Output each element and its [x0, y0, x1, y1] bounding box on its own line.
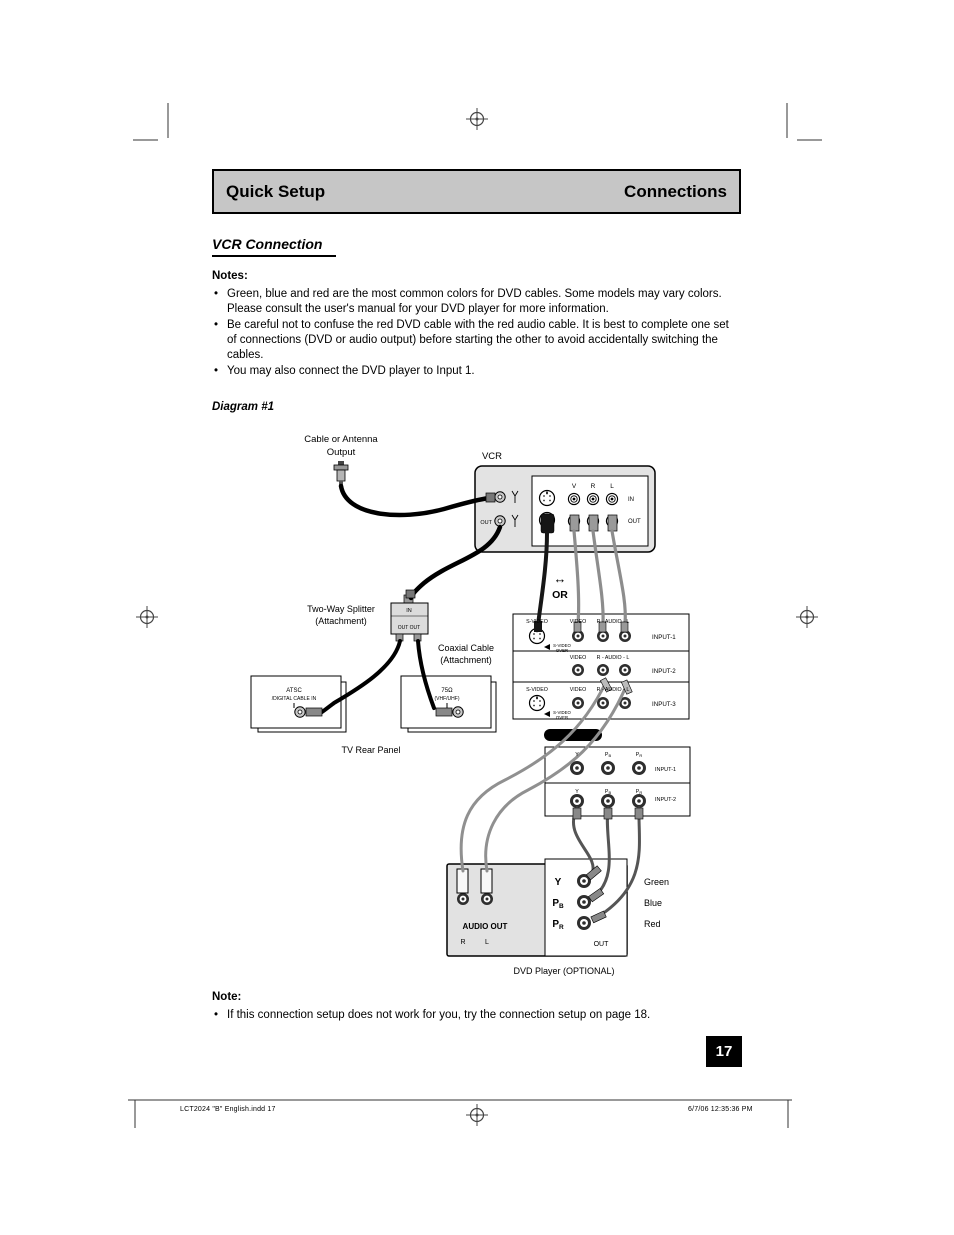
- coax-label: (Attachment): [440, 655, 492, 665]
- rca-plug: [635, 808, 643, 819]
- legend-green: Green: [644, 877, 670, 887]
- dvd-y-label: Y: [554, 877, 562, 888]
- coax-plug: [486, 493, 495, 502]
- rca-plug: [604, 808, 612, 819]
- comp-pr-label: $P_R$: [635, 752, 643, 759]
- coax-label: Coaxial Cable: [437, 643, 495, 653]
- comp-pr-label: $P_R$: [635, 789, 643, 796]
- note-list: [212, 1008, 740, 1024]
- rf-label: (VHF/UHF): [434, 696, 460, 702]
- video-label: VIDEO: [569, 619, 587, 625]
- legend-red: Red: [644, 919, 661, 929]
- vcr-antenna-in-jack: [495, 492, 505, 502]
- svideo-over-label: OVER: [555, 715, 569, 720]
- or-arrow-icon: ↔: [553, 571, 567, 586]
- comp-pb-label: $P_B$: [604, 789, 612, 796]
- vcr-label: VCR: [481, 451, 503, 462]
- vcr-panel: [475, 466, 655, 552]
- footer-timestamp: 6/7/06 12:35:36 PM: [688, 1106, 753, 1113]
- page-number-badge: 17: [706, 1036, 742, 1067]
- dvd-audio-out-label: AUDIO OUT: [462, 922, 508, 931]
- dvd-audio-r-label: R: [460, 939, 466, 946]
- video-label: VIDEO: [569, 655, 587, 661]
- coax-plug: [306, 708, 322, 716]
- dvd-pr-label: $P_R$: [552, 919, 564, 931]
- audio-label: R - AUDIO - L: [596, 687, 630, 693]
- coax-plug: [436, 708, 452, 716]
- audio-label: R - AUDIO - L: [596, 655, 630, 661]
- vcr-r-label: R: [590, 483, 596, 490]
- registration-mark-icon: [136, 108, 818, 1126]
- header-left-title: Quick Setup: [226, 181, 326, 201]
- coax-plug: [406, 590, 415, 598]
- input2-label: INPUT-2: [652, 668, 676, 675]
- diagram-heading: Diagram #1: [212, 401, 275, 413]
- coax-cable: [341, 486, 489, 515]
- atsc-label: ATSC: [286, 688, 302, 694]
- audio-plug: [481, 869, 492, 893]
- note-heading: Note:: [212, 991, 242, 1003]
- dvd-out-label: OUT: [593, 941, 609, 948]
- comp-pb-label: $P_B$: [604, 752, 612, 759]
- audio-plug: [457, 869, 468, 893]
- svideo-label: S-VIDEO: [526, 619, 548, 625]
- vcr-antenna-out-jack: [495, 516, 505, 526]
- vcr-l-label: L: [610, 483, 614, 490]
- video-label: VIDEO: [569, 687, 587, 693]
- page-title: VCR Connection: [212, 236, 336, 257]
- vcr-svideo-in-jack: [540, 491, 555, 506]
- comp-input1-label: INPUT-1: [655, 767, 677, 773]
- comp-y-label: Y: [575, 789, 579, 795]
- comp-y-label: Y: [575, 752, 579, 758]
- vcr-ant-out-label: OUT: [480, 520, 492, 526]
- rca-plug: [589, 515, 598, 531]
- cable-antenna-label: Output: [326, 447, 356, 458]
- note-item: • Be careful not to confuse the red DVD cable with the red audio cable. It is best to complete one set of connections (DVD or audio output) before starting the other to avoid accidentally switching the cables.: [212, 318, 740, 363]
- legend-blue: Blue: [644, 898, 663, 908]
- dvd-audio-l-jack: [481, 893, 493, 905]
- rf-fconnector: [453, 707, 463, 717]
- svideo-over-label: S-VIDEO: [553, 643, 571, 648]
- splitter-out-label: OUT OUT: [397, 625, 421, 631]
- dvd-audio-r-jack: [457, 893, 469, 905]
- two-way-splitter: [391, 595, 428, 641]
- vcr-v-label: V: [571, 483, 577, 490]
- rca-plug: [573, 808, 581, 819]
- vcr-out-label: OUT: [628, 519, 641, 525]
- note-item: • You may also connect the DVD player to Input 1.: [212, 364, 740, 379]
- audio-label: R - AUDIO - L: [596, 619, 630, 625]
- dvd-pr-jack: [577, 916, 591, 930]
- dvd-caption: DVD Player (OPTIONAL): [513, 966, 615, 976]
- atsc-fconnector: [295, 707, 305, 717]
- rf-label: 75Ω: [441, 688, 453, 694]
- notes-heading: Notes:: [212, 270, 248, 282]
- splitter-label: Two-Way Splitter: [307, 604, 375, 614]
- note-item: • If this connection setup does not work for you, try the connection setup on page 18.: [212, 1008, 740, 1023]
- or-label: OR: [552, 589, 568, 601]
- rf-input-box: [401, 676, 496, 732]
- dvd-pb-label: $P_B$: [552, 898, 564, 910]
- vcr-in-label: IN: [628, 497, 634, 503]
- splitter-in-label: IN: [406, 608, 412, 614]
- notes-list: [212, 287, 740, 380]
- comp-input2-label: INPUT-2: [655, 797, 677, 803]
- rca-plug: [570, 515, 579, 531]
- header-right-title: Connections: [624, 181, 727, 201]
- note-item: • Green, blue and red are the most common colors for DVD cables. Some models may vary colors. Please consult the user's manual for your DVD player for more information.: [212, 287, 740, 317]
- atsc-label: /DIGITAL CABLE IN: [271, 696, 317, 702]
- dvd-audio-l-label: L: [485, 939, 489, 946]
- svideo-label: S-VIDEO: [526, 687, 548, 693]
- input1-label: INPUT-1: [652, 634, 676, 641]
- svideo-over-label: OVER: [555, 648, 569, 653]
- svideo-over-label: S-VIDEO: [553, 710, 571, 715]
- input3-label: INPUT-3: [652, 701, 676, 708]
- rca-plug: [608, 515, 617, 531]
- footer-filename: LCT2024 "B" English.indd 17: [180, 1106, 276, 1113]
- svideo-plug: [541, 514, 554, 533]
- cable-antenna-label: Cable or Antenna: [304, 434, 378, 445]
- splitter-label: (Attachment): [315, 616, 367, 626]
- tv-rear-panel-label: TV Rear Panel: [341, 745, 401, 755]
- av-input-panel: [513, 614, 690, 816]
- antenna-cable-connector: [334, 461, 348, 486]
- section-header-bar: [212, 169, 741, 214]
